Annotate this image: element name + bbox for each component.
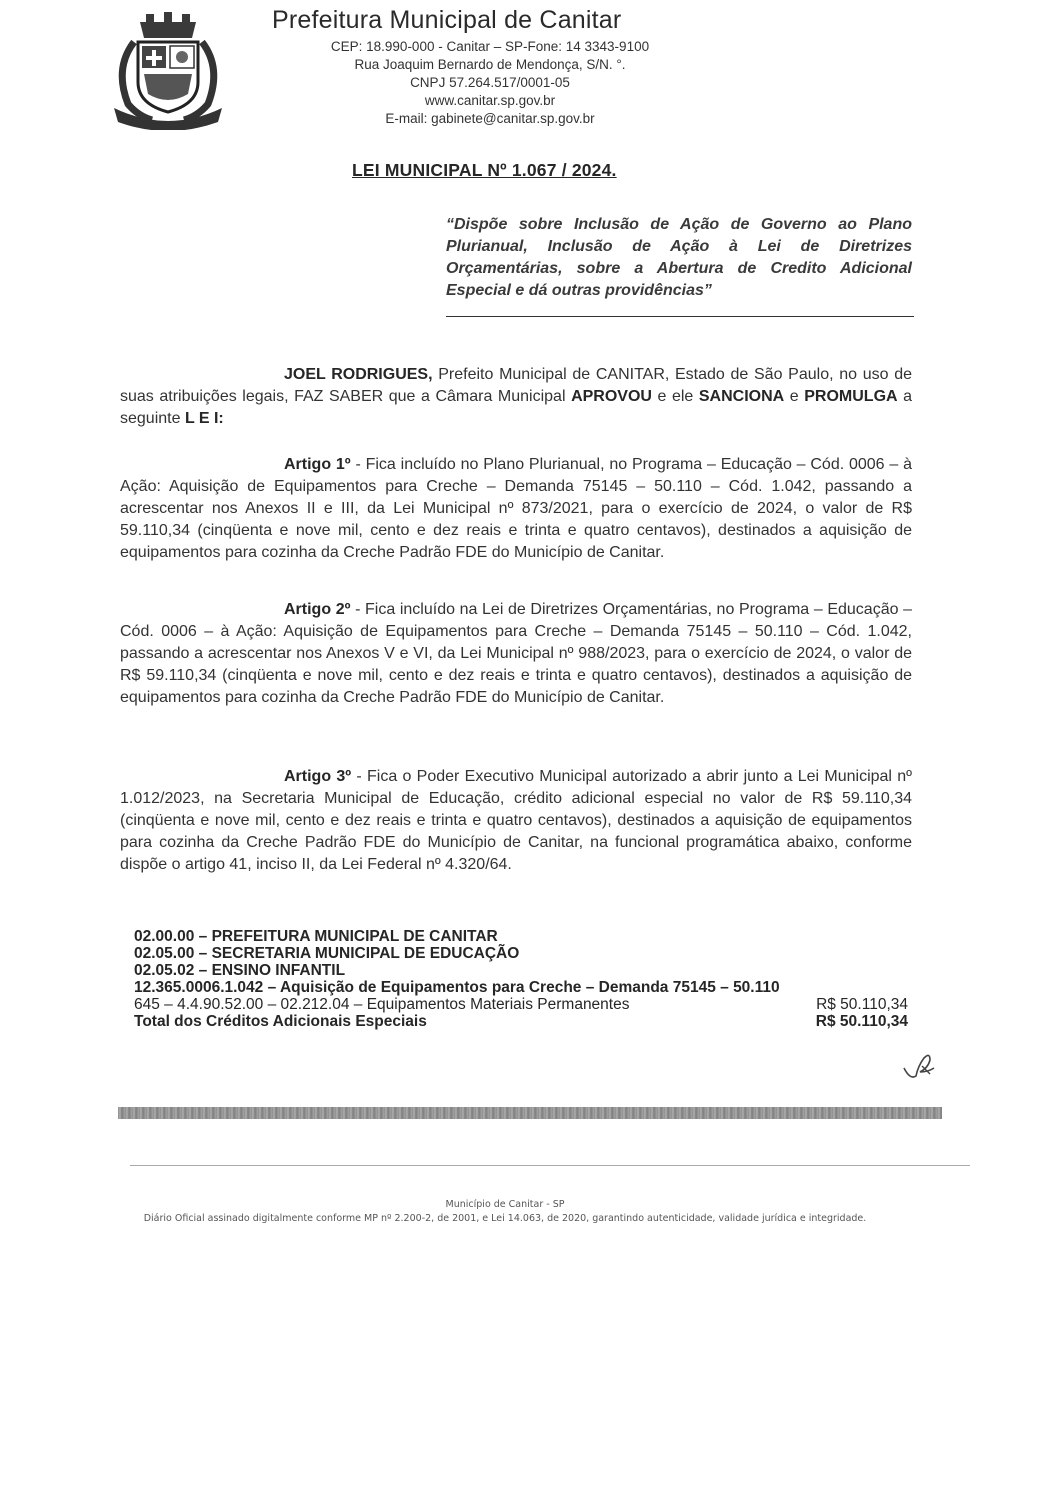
total-value: R$ 50.110,34 [815, 1013, 908, 1030]
cep-phone: CEP: 18.990-000 - Canitar – SP-Fone: 14 3343-9100 [330, 39, 650, 54]
funcional-line-1: 02.00.00 – PREFEITURA MUNICIPAL DE CANITAR [134, 928, 498, 945]
footer [110, 1198, 900, 1226]
footer-digital-signature-note: Diário Oficial assinado digitalmente conforme MP nº 2.200-2, de 2001, e Lei 14.063, de 2020, garantindo autenticidade, validade jurídica e integridade. [143, 1213, 867, 1224]
letterhead [270, 6, 730, 128]
ementa-underline [446, 316, 914, 317]
scan-artifact-bar [118, 1107, 942, 1119]
expense-description: 645 – 4.4.90.52.00 – 02.212.04 – Equipamentos Materiais Permanentes [134, 996, 630, 1013]
article-3 [120, 766, 912, 876]
signature-initials-icon [900, 1046, 940, 1086]
article-2 [120, 599, 912, 709]
article-2-label: Artigo 2º [284, 601, 351, 618]
funcional-line-3: 02.05.02 – ENSINO INFANTIL [134, 962, 346, 979]
cnpj: CNPJ 57.264.517/0001-05 [410, 75, 570, 90]
org-name: Prefeitura Municipal de Canitar [272, 6, 622, 34]
expense-value: R$ 50.110,34 [816, 996, 908, 1013]
letterhead-contact [270, 38, 710, 128]
website: www.canitar.sp.gov.br [424, 93, 556, 108]
intro-text-1: Prefeito Municipal de CANITAR, Estado de São Paulo, no uso de suas atribuições legais, FAZ SABER que a Câmara Municipal [120, 366, 912, 405]
intro-paragraph [120, 364, 912, 430]
article-1-text: - Fica incluído no Plano Plurianual, no Programa – Educação – Cód. 0006 – à Ação: Aquisição de Equipamentos para Creche – Demanda 75145 – 50.110 – Cód. 1.042, passando a acrescentar nos Anexos II e III, da Lei Municipal nº 873/2021, para o exercício de 2024, o valor de R$ 59.110,34 (cinqüenta e nove mil, cento e dez reais e trinta e quatro centavos), destinados a aquisição de equipamentos para cozinha da Creche Padrão FDE do Município de Canitar. [120, 456, 912, 561]
intro-aprovou: APROVOU [571, 388, 652, 405]
article-3-text: - Fica o Poder Executivo Municipal autorizado a abrir junto a Lei Municipal nº 1.012/2023, na Secretaria Municipal de Educação, crédito adicional especial no valor de R$ 59.110,34 (cinqüenta e nove mil, cento e dez reais e trinta e quatro centavos), destinados a aquisição de equipamentos para cozinha da Creche Padrão FDE do Município de Canitar, na funcional programática abaixo, conforme dispõe o artigo 41, inciso II, da Lei Federal nº 4.320/64. [120, 768, 912, 873]
intro-text-4: a seguinte [120, 388, 913, 427]
total-label: Total dos Créditos Adicionais Especiais [134, 1013, 427, 1030]
footer-municipality: Município de Canitar - SP [445, 1199, 565, 1210]
address: Rua Joaquim Bernardo de Mendonça, S/N. °. [354, 57, 626, 72]
intro-lei: L E I: [184, 410, 224, 427]
intro-text-2: e ele [651, 388, 699, 405]
email: E-mail: gabinete@canitar.sp.gov.br [385, 111, 595, 126]
funcional-total [134, 1013, 914, 1030]
footer-rule [130, 1165, 970, 1166]
article-1-label: Artigo 1º [284, 456, 351, 473]
intro-promulga: PROMULGA [804, 388, 898, 405]
funcional-line-4: 12.365.0006.1.042 – Aquisição de Equipamentos para Creche – Demanda 75145 – 50.110 [134, 979, 780, 996]
article-3-label: Artigo 3º [284, 768, 352, 785]
intro-text-3: e [784, 388, 805, 405]
budget-allocation [134, 928, 914, 1030]
article-1 [120, 454, 912, 564]
mayor-name: JOEL RODRIGUES, [284, 366, 433, 383]
funcional-line-2: 02.05.00 – SECRETARIA MUNICIPAL DE EDUCAÇÃO [134, 945, 520, 962]
article-2-text: - Fica incluído na Lei de Diretrizes Orçamentárias, no Programa – Educação – Cód. 0006 – à Ação: Aquisição de Equipamentos para Creche – Demanda 75145 – 50.110 – Cód. 1.042, passando a acrescentar nos Anexos V e VI, da Lei Municipal nº 988/2023, para o exercício de 2024, o valor de R$ 59.110,34 (cinqüenta e nove mil, cento e dez reais e trinta e quatro centavos), destinados a aquisição de equipamentos para cozinha da Creche Padrão FDE do Município de Canitar. [120, 601, 913, 706]
law-title: LEI MUNICIPAL Nº 1.067 / 2024. [352, 160, 617, 180]
ementa: “Dispõe sobre Inclusão de Ação de Governo ao Plano Plurianual, Inclusão de Ação à Lei de Diretrizes Orçamentárias, sobre a Abertura de Credito Adicional Especial e dá outras providências” [446, 216, 912, 299]
municipal-crest-icon [108, 12, 228, 130]
funcional-line-5 [134, 996, 914, 1013]
intro-sanciona: SANCIONA [698, 388, 785, 405]
